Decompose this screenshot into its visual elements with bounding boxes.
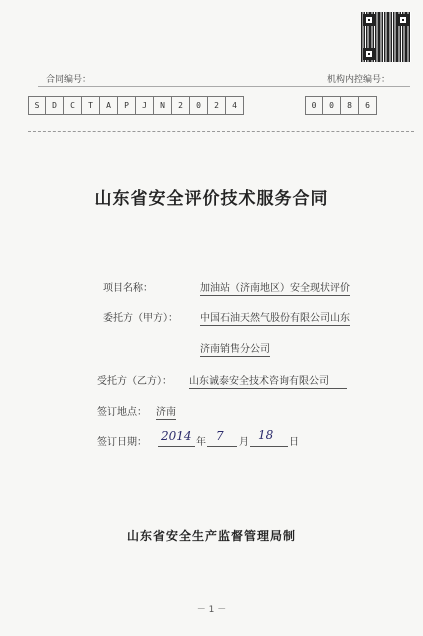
internal-code-cell: 6 (359, 96, 377, 115)
contract-code-cell: 0 (190, 96, 208, 115)
header-dashed-rule (28, 131, 414, 132)
contract-code-cell: 2 (172, 96, 190, 115)
contract-code-cell: C (64, 96, 82, 115)
internal-code-boxes (305, 96, 377, 115)
date-day-unit: 日 (289, 437, 299, 448)
client-label: 委托方（甲方）： (103, 313, 178, 324)
qr-code-icon (361, 12, 411, 62)
project-name-value: 加油站（济南地区）安全现状评价 (200, 279, 350, 296)
contractor-value: 山东诚泰安全技术咨询有限公司 (189, 372, 347, 389)
project-name-label: 项目名称： (103, 283, 153, 294)
qr-finder-bottom-left (363, 48, 375, 60)
internal-code-cell: 8 (341, 96, 359, 115)
issuer-text: 山东省安全生产监督管理局制 (126, 529, 296, 543)
contract-code-cell: 4 (226, 96, 244, 115)
contract-code-cell: P (118, 96, 136, 115)
page-number: － 1 － (196, 605, 227, 615)
contract-code-cell: S (28, 96, 46, 115)
client-value-line1: 中国石油天然气股份有限公司山东 (200, 309, 350, 326)
signing-date-label: 签订日期： (97, 437, 147, 448)
header-rule (38, 86, 410, 87)
signing-place-value: 济南 (156, 403, 176, 420)
contract-code-cell: T (82, 96, 100, 115)
date-year-underline (158, 446, 195, 447)
qr-finder-top-right (397, 14, 409, 26)
qr-finder-top-left (363, 14, 375, 26)
internal-code-cell: 0 (323, 96, 341, 115)
contract-code-cell: J (136, 96, 154, 115)
contractor-label: 受托方（乙方）： (97, 376, 172, 387)
internal-number-label: 机构内控编号： (327, 75, 391, 85)
date-month-value: 7 (216, 429, 224, 443)
date-year-unit: 年 (196, 437, 206, 448)
date-day-value: 18 (258, 428, 274, 442)
client-value-line2: 济南销售分公司 (200, 340, 270, 357)
date-month-unit: 月 (239, 437, 249, 448)
date-day-underline (250, 446, 288, 447)
date-month-underline (207, 446, 237, 447)
contract-code-cell: 2 (208, 96, 226, 115)
contract-code-cell: N (154, 96, 172, 115)
contract-code-cell: D (46, 96, 64, 115)
signing-place-label: 签订地点： (97, 407, 147, 418)
date-year-value: 2014 (161, 429, 192, 443)
contract-code-cell: A (100, 96, 118, 115)
contract-code-boxes (28, 96, 244, 115)
contract-number-label: 合同编号： (46, 75, 92, 85)
contract-title: 山东省安全评价技术服务合同 (94, 189, 329, 209)
internal-code-cell: 0 (305, 96, 323, 115)
